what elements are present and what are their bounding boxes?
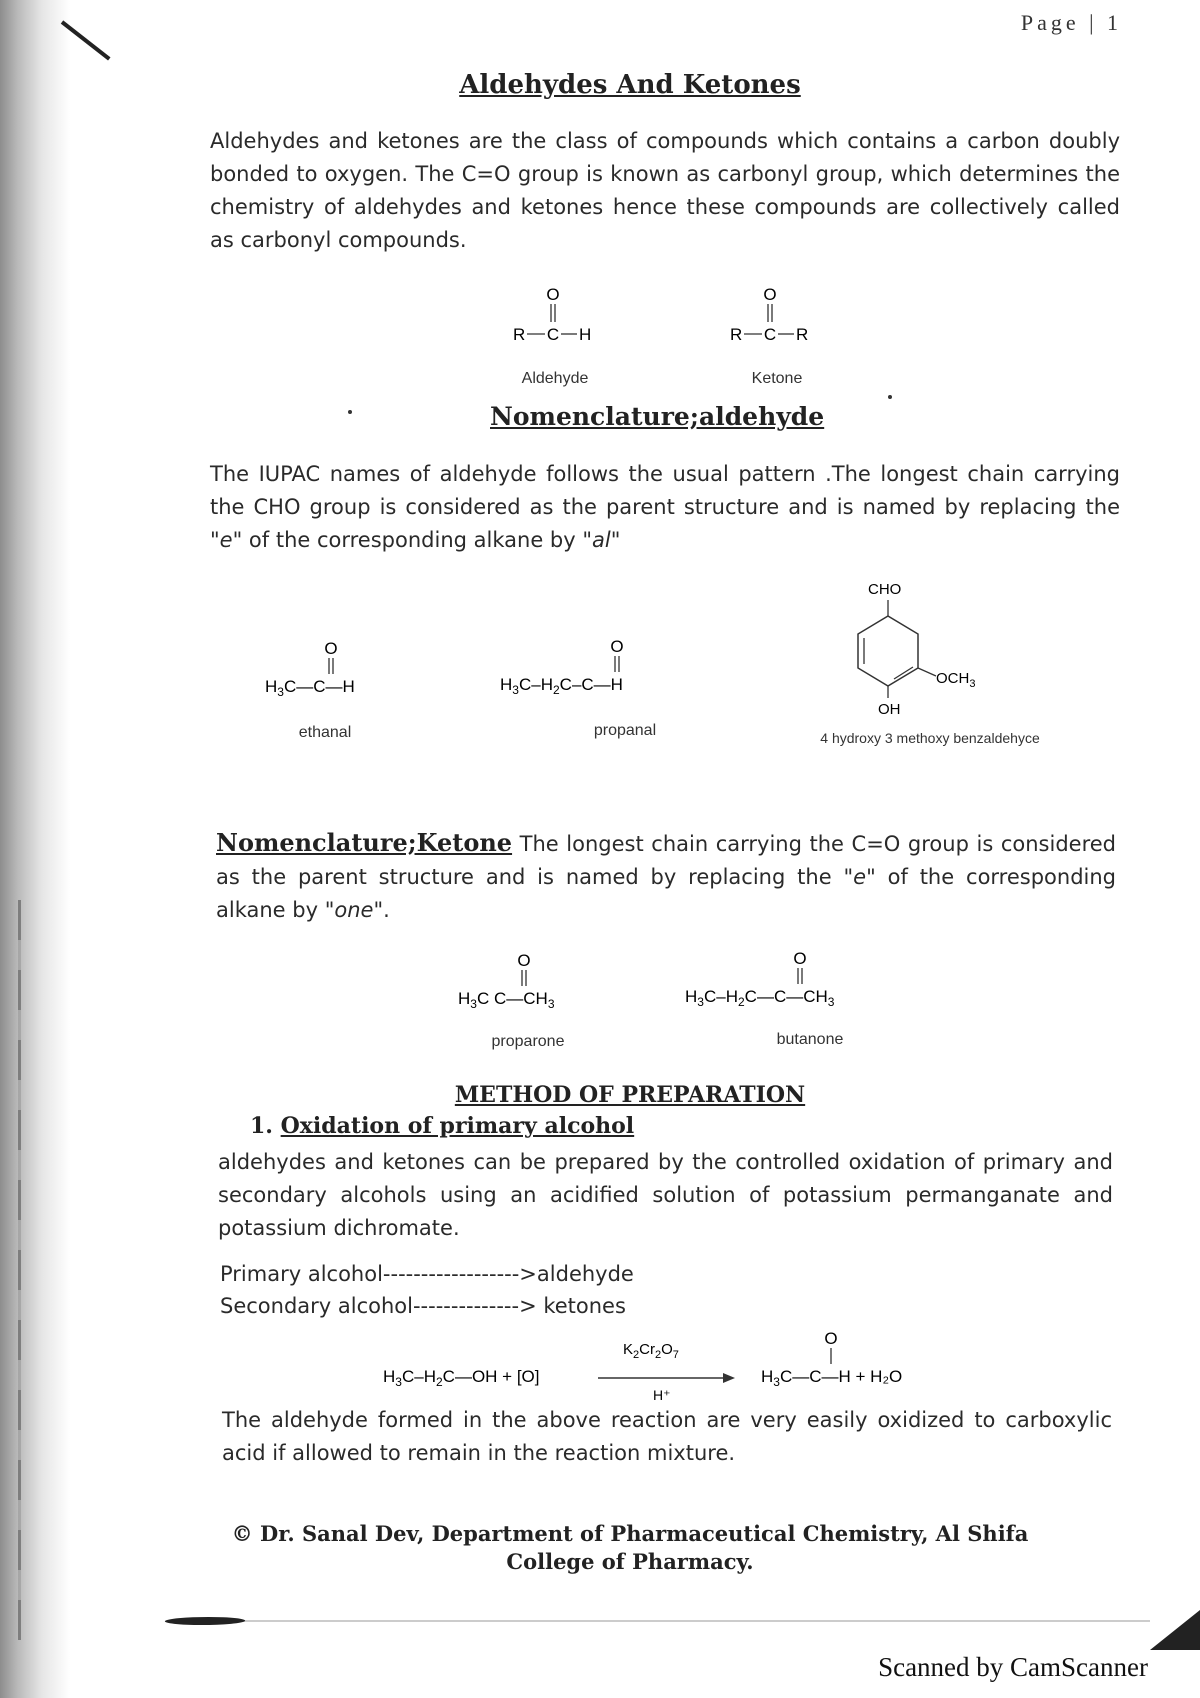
aldehyde-caption: Aldehyde [521,370,589,387]
svg-text:R: R [513,325,526,344]
propanal-caption: propanal [593,722,657,739]
nomenclature-ketone-heading: Nomenclature;Ketone [216,828,513,857]
svg-text:CHO: CHO [868,581,902,598]
ethanal-structure [265,640,395,700]
oxidation-reaction [383,1330,963,1404]
propanone-caption: proparone [491,1033,565,1050]
butanone-structure [685,950,875,1010]
svg-text:R: R [730,325,743,344]
intro-paragraph: Aldehydes and ketones are the class of compounds which contains a carbon doubly bonded to oxygen. The C=O group is known as carbonyl group, which determines the chemistry of aldehydes and ketones hence these compounds are collectively called as carbonyl compounds. [210,129,1120,252]
butanone-caption: butanone [776,1031,844,1048]
svg-text:R: R [796,325,809,344]
ketone-general-structure [722,286,822,346]
svg-text:O: O [610,637,624,656]
svg-text:H⁺: H⁺ [653,1387,671,1403]
preparation-heading: METHOD OF PREPARATION [454,1082,806,1108]
svg-text:O: O [793,949,807,968]
preparation-paragraph: aldehydes and ketones can be prepared by the controlled oxidation of primary and secondary alcohols using an acidified solution of potassium permanganate and potassium dichromate. [218,1150,1113,1240]
svg-text:O: O [324,639,338,658]
preparation-subheading: 1. Oxidation of primary alcohol [250,1113,635,1139]
svg-text:C: C [546,325,560,344]
aldehyde-general-structure [505,286,595,346]
svg-text:O: O [763,285,777,304]
svg-text:H3C–H2C—OH + [O]: $H_3C-H_2C—OH + [O]$ [383,1367,540,1389]
ethanal-caption: ethanal [298,724,352,741]
page-number: Page | 1 [1020,10,1122,35]
nomenclature-aldehyde-heading: Nomenclature;aldehyde [490,402,825,431]
primary-alcohol-line: Primary alcohol------------------>aldehyde [220,1262,634,1286]
svg-text:O: O [824,1329,838,1348]
oxygen-label: O [546,285,560,304]
svg-text:H3C—C—H: $H_3C—C—H$ [265,677,355,699]
svg-text:O: O [517,951,531,970]
footer-credit [0,1520,1200,1576]
svg-text:H: H [579,325,592,344]
vanillin-structure [850,578,1000,718]
ketone-caption: Ketone [751,370,803,387]
scan-speck [348,410,352,414]
scan-corner-blot [1150,1610,1200,1650]
svg-text:H3C–H2C–C—H: $H_3C-H_2C-C—H$ [500,675,623,697]
scan-page-edge [0,0,70,1698]
scan-bottom-line [170,1620,1150,1622]
nomenclature-ketone-paragraph: Nomenclature;Ketone The longest chain carrying the C=O group is considered as the parent structure and is named by replacing the "e" of the corresponding alkane by "one". [216,828,1117,922]
propanone-structure [458,952,598,1012]
svg-text:C: C [763,325,777,344]
scanner-watermark: Scanned by CamScanner [878,1652,1148,1682]
svg-text:H3C—C—H + H₂O: $H_3C—C—H + H_2O$ [761,1367,903,1389]
svg-text:H3C C—CH3: $H_3C$ $C—CH_3$ [458,989,555,1011]
page-title: Aldehydes And Ketones [459,70,801,100]
footer-line-1: © Dr. Sanal Dev, Department of Pharmaceutical Chemistry, Al Shifa [231,1521,1029,1546]
aldehyde-oxidation-note: The aldehyde formed in the above reaction are very easily oxidized to carboxylic acid if allowed to remain in the reaction mixture. [222,1408,1112,1465]
vanillin-caption: 4 hydroxy 3 methoxy benzaldehyce [820,730,1040,746]
nomenclature-aldehyde-paragraph: The IUPAC names of aldehyde follows the usual pattern .The longest chain carrying the CHO group is considered as the parent structure and is named by replacing the "e" of the corresponding alkane by "al" [210,462,1120,552]
svg-text:OH: OH [878,701,901,718]
scan-blot [162,1617,249,1625]
svg-text:H3C–H2C—C—CH3: $H_3C-H_2C—C—CH_3$ [685,987,835,1009]
secondary-alcohol-line: Secondary alcohol--------------> ketones [220,1294,626,1318]
scan-speck [888,395,892,399]
propanal-structure [500,638,680,698]
svg-text:OCH3: $OCH_3$ [936,670,976,690]
svg-text:K2Cr2O7: $K_2Cr_2O_7$ [623,1341,679,1361]
footer-line-2: College of Pharmacy. [506,1549,754,1574]
